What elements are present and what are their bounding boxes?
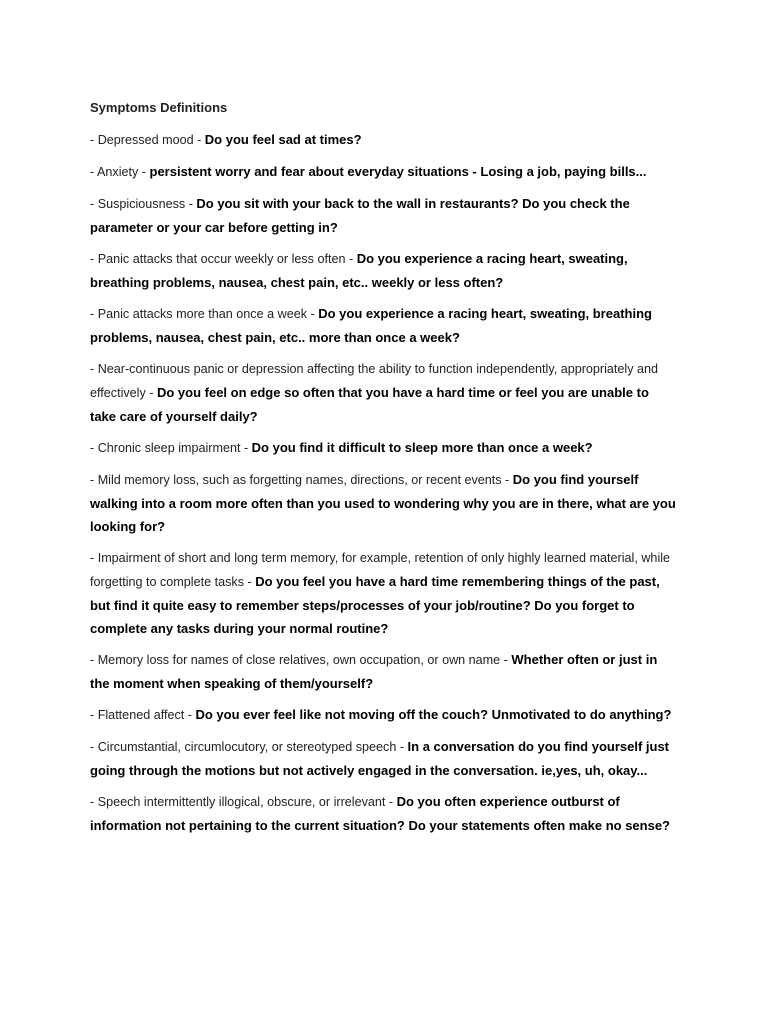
symptom-term: - Mild memory loss, such as forgetting names, directions, or recent events - — [90, 473, 513, 487]
symptom-question: Do you feel you have a hard time remembering things of the past, but find it quite easy to remember steps/processes of your job/routine? Do you forget to complete any tasks during your normal routine? — [90, 574, 660, 636]
symptom-question: Do you ever feel like not moving off the couch? Unmotivated to do anything? — [195, 707, 672, 722]
symptom-term: - Speech intermittently illogical, obscure, or irrelevant - — [90, 795, 397, 809]
symptom-term: - Impairment of short and long term memory, for example, retention of only highly learned material, while forgetting to complete tasks - — [90, 551, 671, 589]
symptom-item-memory-impairment — [90, 546, 678, 640]
symptom-item-suspiciousness — [90, 192, 678, 239]
symptom-item-anxiety — [90, 160, 678, 184]
symptom-question: In a conversation do you find yourself just going through the motions but not actively engaged in the conversation. ie,yes, uh, okay... — [90, 739, 670, 778]
symptom-question: Do you find it difficult to sleep more than once a week? — [251, 440, 593, 455]
symptom-question: Whether often or just in the moment when speaking of them/yourself? — [90, 652, 658, 691]
symptom-item-panic-weekly — [90, 247, 678, 294]
symptom-question: persistent worry and fear about everyday situations - Losing a job, paying bills... — [149, 164, 647, 179]
symptom-term: - Anxiety - — [90, 165, 150, 179]
symptom-term: - Memory loss for names of close relatives, own occupation, or own name - — [90, 653, 512, 667]
symptom-term: - Depressed mood - — [90, 133, 205, 147]
symptom-term: - Circumstantial, circumlocutory, or stereotyped speech - — [90, 740, 408, 754]
symptom-item-mild-memory-loss — [90, 468, 678, 538]
symptom-question: Do you sit with your back to the wall in restaurants? Do you check the parameter or your car before getting in? — [90, 196, 630, 235]
symptom-item-depressed-mood — [90, 128, 678, 152]
symptom-question: Do you find yourself walking into a room more often than you used to wondering why you are in there, what are you looking for? — [90, 472, 676, 534]
symptom-term: - Chronic sleep impairment - — [90, 441, 252, 455]
symptom-item-chronic-sleep-impairment — [90, 436, 678, 460]
symptom-item-memory-loss-names — [90, 648, 678, 695]
symptom-question: Do you feel on edge so often that you have a hard time or feel you are unable to take care of yourself daily? — [90, 385, 649, 424]
symptom-question: Do you experience a racing heart, sweating, breathing problems, nausea, chest pain, etc.. more than once a week? — [90, 306, 652, 345]
symptom-term: - Panic attacks that occur weekly or less often - — [90, 252, 357, 266]
symptom-question: Do you feel sad at times? — [204, 132, 362, 147]
symptom-item-near-continuous-panic — [90, 357, 678, 428]
symptom-question: Do you often experience outburst of information not pertaining to the current situation? Do your statements often make no sense? — [90, 794, 670, 833]
symptom-item-flattened-affect — [90, 703, 678, 727]
symptom-item-panic-more-than-weekly — [90, 302, 678, 349]
symptom-item-stereotyped-speech — [90, 735, 678, 782]
symptom-item-illogical-speech — [90, 790, 678, 837]
symptom-term: - Suspiciousness - — [90, 197, 197, 211]
document-heading: Symptoms Definitions — [90, 100, 228, 115]
symptom-question: Do you experience a racing heart, sweating, breathing problems, nausea, chest pain, etc.. weekly or less often? — [90, 251, 628, 290]
symptom-term: - Near-continuous panic or depression affecting the ability to function independently, appropriately and effectively - — [90, 362, 659, 400]
document-content — [90, 96, 678, 845]
symptom-term: - Flattened affect - — [90, 708, 196, 722]
symptom-term: - Panic attacks more than once a week - — [90, 307, 319, 321]
